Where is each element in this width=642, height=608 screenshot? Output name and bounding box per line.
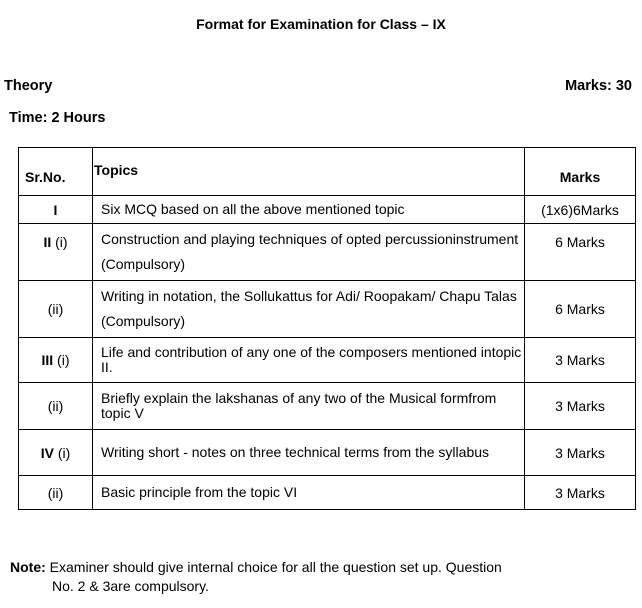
row-marks: 3 Marks (525, 430, 636, 476)
sr-sub: (ii) (47, 398, 64, 414)
row-topic: Writing short - notes on three technical terms from the syllabus (93, 430, 525, 476)
row-sr (19, 196, 93, 224)
row-marks: (1x6)6Marks (525, 196, 636, 224)
table-row (19, 196, 636, 224)
page-title: Format for Examination for Class – IX (196, 16, 446, 32)
note-text-line1: Examiner should give internal choice for all the question set up. Question (45, 559, 502, 575)
row-topic: Briefly explain the lakshanas of any two of the Musical formfrom topic V (93, 383, 525, 430)
note-label: Note: (10, 559, 46, 575)
row-sr (19, 476, 93, 510)
sr-sub: (i) (51, 234, 68, 250)
row-marks: 3 Marks (525, 383, 636, 430)
theory-label: Theory (4, 78, 53, 94)
row-topic: Life and contribution of any one of the composers mentioned intopic II. (93, 338, 525, 383)
note-text-line2: No. 2 & 3are compulsory. (52, 578, 209, 594)
sr-sub: (i) (53, 444, 71, 461)
row-marks: 3 Marks (525, 476, 636, 510)
sr-main: IV (40, 444, 54, 461)
row-sr (19, 224, 93, 281)
row-marks: 6 Marks (525, 281, 636, 338)
row-topic: Writing in notation, the Sollukattus for Adi/ Roopakam/ Chapu Talas (Compulsory) (93, 281, 525, 338)
row-topic: Basic principle from the topic VI (93, 476, 525, 510)
header-marks: Marks (525, 148, 636, 196)
row-sr (19, 338, 93, 383)
table-row (19, 383, 636, 430)
row-sr (19, 430, 93, 476)
row-sr (19, 383, 93, 430)
header-sr-no: Sr.No. (19, 148, 93, 196)
time-duration: Time: 2 Hours (9, 110, 106, 126)
table-row (19, 430, 636, 476)
row-marks: 6 Marks (525, 224, 636, 281)
sr-main: III (41, 352, 54, 368)
row-sr (19, 281, 93, 338)
table-row (19, 224, 636, 281)
exam-format-table (18, 147, 636, 510)
table-header-row (19, 148, 636, 196)
sr-sub: (i) (53, 352, 70, 368)
row-marks: 3 Marks (525, 338, 636, 383)
header-topics: Topics (93, 148, 525, 196)
table-row (19, 338, 636, 383)
sr-main: II (43, 234, 52, 250)
table-row (19, 281, 636, 338)
row-topic: Six MCQ based on all the above mentioned topic (93, 196, 525, 224)
exam-note (10, 558, 630, 596)
table-row (19, 476, 636, 510)
row-topic: Construction and playing techniques of opted percussioninstrument (Compulsory) (93, 224, 525, 281)
sr-main: I (53, 201, 58, 218)
sr-sub: (ii) (47, 484, 64, 501)
total-marks: Marks: 30 (565, 78, 632, 94)
sr-sub: (ii) (47, 301, 64, 317)
